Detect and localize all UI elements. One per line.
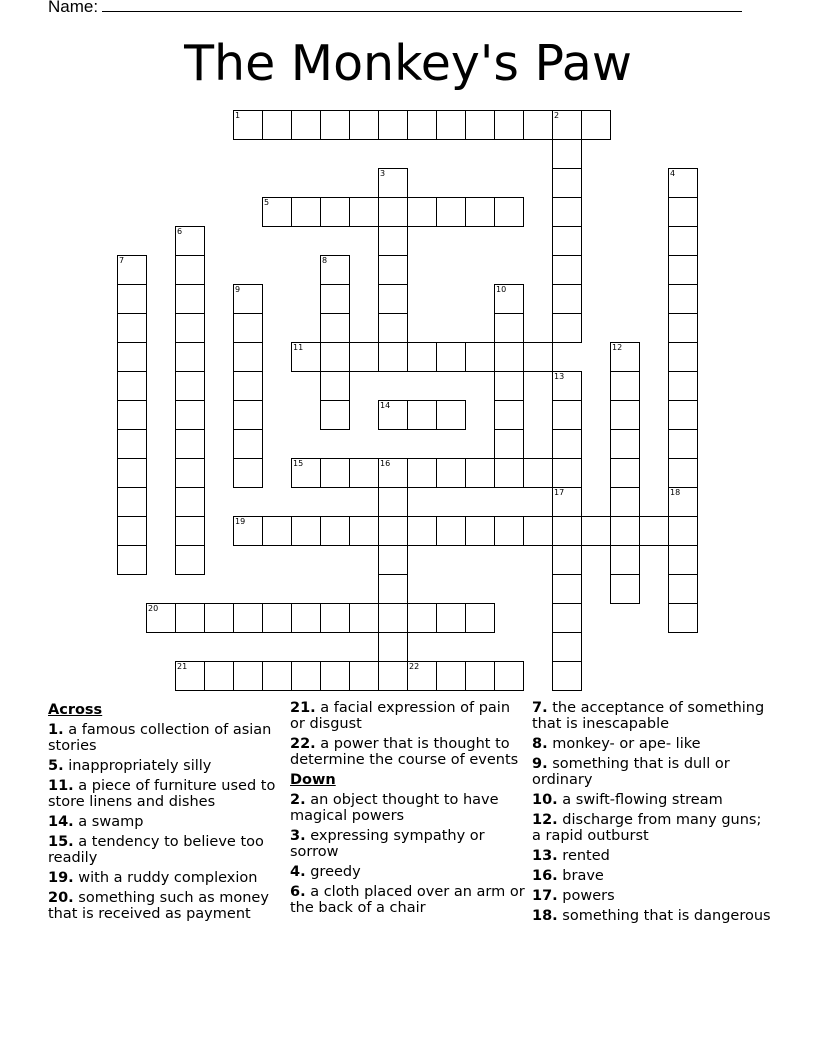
grid-cell[interactable] [436,400,466,430]
clue-text: an object thought to have magical powers [290,792,499,824]
grid-cell[interactable] [552,168,582,198]
grid-cell[interactable] [668,400,698,430]
clue-num: 16. [532,868,558,884]
grid-cell[interactable] [175,226,205,256]
clue-number: 12 [612,343,623,352]
grid-cell[interactable] [552,110,582,140]
clue-num: 15. [48,834,74,850]
grid-cell[interactable] [320,371,350,401]
grid-cell[interactable] [262,197,292,227]
grid-cell[interactable] [175,371,205,401]
grid-cell[interactable] [233,661,263,691]
grid-cell[interactable] [320,458,350,488]
grid-cell[interactable] [407,603,437,633]
grid-cell[interactable] [552,487,582,517]
clue-text: something such as money that is received as payment [48,890,269,922]
grid-cell[interactable] [262,603,292,633]
clue-num: 2. [290,792,306,808]
grid-cell[interactable] [465,661,495,691]
clue-item [48,722,284,754]
clue-num: 12. [532,812,558,828]
grid-cell[interactable] [117,371,147,401]
clue-item [48,758,284,774]
grid-cell[interactable] [436,661,466,691]
clue-item [290,884,526,916]
grid-cell[interactable] [552,313,582,343]
grid-cell[interactable] [552,255,582,285]
clue-number: 10 [496,285,507,294]
grid-cell[interactable] [581,110,611,140]
clue-text: a facial expression of pain or disgust [290,700,511,732]
clue-text: inappropriately silly [63,758,212,774]
grid-cell[interactable] [349,110,379,140]
grid-cell[interactable] [320,603,350,633]
grid-cell[interactable] [349,197,379,227]
clue-number: 3 [380,169,386,178]
grid-cell[interactable] [668,255,698,285]
clue-text: a famous collection of asian stories [48,722,272,754]
clue-text: expressing sympathy or sorrow [290,828,485,860]
clue-item [290,700,526,732]
grid-cell[interactable] [320,255,350,285]
clue-text: powers [557,888,615,904]
grid-cell[interactable] [291,516,321,546]
grid-cell[interactable] [378,400,408,430]
grid-cell[interactable] [175,429,205,459]
clue-column-2 [290,700,526,920]
clue-text: a tendency to believe too readily [48,834,264,866]
grid-cell[interactable] [668,487,698,517]
grid-cell[interactable] [552,139,582,169]
clue-column-1 [48,700,284,926]
grid-cell[interactable] [175,487,205,517]
clue-num: 14. [48,814,74,830]
grid-cell[interactable] [349,516,379,546]
grid-cell[interactable] [291,197,321,227]
clue-item [532,908,772,924]
grid-cell[interactable] [233,284,263,314]
grid-cell[interactable] [668,545,698,575]
grid-cell[interactable] [610,371,640,401]
grid-cell[interactable] [436,516,466,546]
grid-cell[interactable] [291,110,321,140]
grid-cell[interactable] [552,371,582,401]
clue-number: 13 [554,372,565,381]
grid-cell[interactable] [233,603,263,633]
clue-item [290,792,526,824]
grid-cell[interactable] [552,226,582,256]
grid-cell[interactable] [117,545,147,575]
clue-num: 11. [48,778,74,794]
grid-cell[interactable] [175,284,205,314]
clue-number: 6 [177,227,183,236]
grid-cell[interactable] [204,603,234,633]
grid-cell[interactable] [349,342,379,372]
grid-cell[interactable] [407,197,437,227]
grid-cell[interactable] [668,342,698,372]
grid-cell[interactable] [378,168,408,198]
grid-cell[interactable] [175,458,205,488]
clue-text: a piece of furniture used to store linens and dishes [48,778,276,810]
clue-item [290,864,526,880]
clue-num: 9. [532,756,548,772]
grid-cell[interactable] [378,603,408,633]
grid-cell[interactable] [378,574,408,604]
grid-cell[interactable] [233,342,263,372]
grid-cell[interactable] [378,487,408,517]
grid-cell[interactable] [407,661,437,691]
grid-cell[interactable] [117,313,147,343]
grid-cell[interactable] [378,255,408,285]
grid-cell[interactable] [117,516,147,546]
grid-cell[interactable] [436,110,466,140]
grid-cell[interactable] [175,661,205,691]
grid-cell[interactable] [552,574,582,604]
clue-text: a swift-flowing stream [557,792,723,808]
grid-cell[interactable] [465,342,495,372]
clue-number: 1 [235,111,241,120]
clue-num: 4. [290,864,306,880]
grid-cell[interactable] [378,458,408,488]
grid-cell[interactable] [581,516,611,546]
clue-text: brave [557,868,604,884]
across-heading: Across [48,702,103,718]
clue-item [48,870,284,886]
grid-cell[interactable] [378,545,408,575]
grid-cell[interactable] [407,516,437,546]
grid-cell[interactable] [494,371,524,401]
grid-cell[interactable] [494,313,524,343]
clue-num: 7. [532,700,548,716]
grid-cell[interactable] [117,458,147,488]
grid-cell[interactable] [378,632,408,662]
clue-text: with a ruddy complexion [73,870,258,886]
grid-cell[interactable] [204,661,234,691]
grid-cell[interactable] [320,110,350,140]
clue-number: 21 [177,662,188,671]
grid-cell[interactable] [494,284,524,314]
grid-cell[interactable] [378,313,408,343]
grid-cell[interactable] [233,110,263,140]
grid-cell[interactable] [262,110,292,140]
grid-cell[interactable] [465,110,495,140]
grid-cell[interactable] [378,661,408,691]
grid-cell[interactable] [552,632,582,662]
grid-cell[interactable] [552,516,582,546]
grid-cell[interactable] [552,400,582,430]
grid-cell[interactable] [378,197,408,227]
grid-cell[interactable] [668,168,698,198]
grid-cell[interactable] [610,487,640,517]
clue-text: greedy [305,864,361,880]
grid-cell[interactable] [523,110,553,140]
clue-item [532,736,772,752]
grid-cell[interactable] [552,284,582,314]
grid-cell[interactable] [668,603,698,633]
clue-number: 22 [409,662,420,671]
grid-cell[interactable] [610,516,640,546]
clue-number: 11 [293,343,304,352]
grid-cell[interactable] [494,197,524,227]
grid-cell[interactable] [552,603,582,633]
clue-number: 16 [380,459,391,468]
grid-cell[interactable] [320,400,350,430]
clue-number: 19 [235,517,246,526]
clue-item [532,868,772,884]
clue-item [48,834,284,866]
grid-cell[interactable] [291,458,321,488]
clue-num: 8. [532,736,548,752]
clue-num: 20. [48,890,74,906]
clue-number: 7 [119,256,125,265]
clue-number: 18 [670,488,681,497]
grid-cell[interactable] [320,313,350,343]
clue-num: 21. [290,700,316,716]
grid-cell[interactable] [117,284,147,314]
grid-cell[interactable] [233,400,263,430]
grid-cell[interactable] [465,516,495,546]
clue-num: 18. [532,908,558,924]
grid-cell[interactable] [175,313,205,343]
grid-cell[interactable] [320,661,350,691]
grid-cell[interactable] [349,458,379,488]
grid-cell[interactable] [436,458,466,488]
grid-cell[interactable] [320,516,350,546]
grid-cell[interactable] [610,400,640,430]
grid-cell[interactable] [523,516,553,546]
clue-num: 13. [532,848,558,864]
grid-cell[interactable] [349,603,379,633]
grid-cell[interactable] [320,342,350,372]
grid-cell[interactable] [175,603,205,633]
name-label: Name: [48,0,99,16]
grid-cell[interactable] [407,458,437,488]
clue-text: a power that is thought to determine the course of events [290,736,519,768]
down-heading: Down [290,772,336,788]
clue-num: 3. [290,828,306,844]
grid-cell[interactable] [117,255,147,285]
clue-item [290,736,526,768]
grid-cell[interactable] [175,400,205,430]
grid-cell[interactable] [668,284,698,314]
grid-cell[interactable] [494,342,524,372]
grid-cell[interactable] [175,342,205,372]
clue-number: 15 [293,459,304,468]
grid-cell[interactable] [610,429,640,459]
grid-cell[interactable] [407,342,437,372]
clue-number: 14 [380,401,391,410]
clue-number: 4 [670,169,676,178]
grid-cell[interactable] [668,313,698,343]
grid-cell[interactable] [523,458,553,488]
grid-cell[interactable] [117,342,147,372]
clue-item [532,792,772,808]
clue-item [48,814,284,830]
grid-cell[interactable] [494,661,524,691]
grid-cell[interactable] [668,516,698,546]
grid-cell[interactable] [175,545,205,575]
name-field [48,0,742,17]
grid-cell[interactable] [378,110,408,140]
grid-cell[interactable] [291,603,321,633]
grid-cell[interactable] [378,516,408,546]
grid-cell[interactable] [552,661,582,691]
grid-cell[interactable] [407,110,437,140]
clue-text: a swamp [73,814,144,830]
clue-column-3 [532,700,772,928]
grid-cell[interactable] [436,342,466,372]
grid-cell[interactable] [610,545,640,575]
clue-num: 1. [48,722,64,738]
clue-item [532,812,772,844]
grid-cell[interactable] [436,603,466,633]
clue-text: a cloth placed over an arm or the back of a chair [290,884,525,916]
grid-cell[interactable] [668,371,698,401]
clue-num: 6. [290,884,306,900]
grid-cell[interactable] [233,313,263,343]
grid-cell[interactable] [668,226,698,256]
clue-number: 5 [264,198,270,207]
clue-num: 22. [290,736,316,752]
grid-cell[interactable] [233,458,263,488]
grid-cell[interactable] [494,458,524,488]
grid-cell[interactable] [494,110,524,140]
clue-item [532,888,772,904]
grid-cell[interactable] [552,458,582,488]
grid-cell[interactable] [494,400,524,430]
clue-item [290,828,526,860]
grid-cell[interactable] [610,458,640,488]
grid-cell[interactable] [146,603,176,633]
grid-cell[interactable] [378,284,408,314]
grid-cell[interactable] [117,429,147,459]
clue-num: 17. [532,888,558,904]
clue-number: 17 [554,488,565,497]
grid-cell[interactable] [552,429,582,459]
grid-cell[interactable] [465,458,495,488]
grid-cell[interactable] [291,342,321,372]
clue-num: 5. [48,758,64,774]
clue-number: 2 [554,111,560,120]
grid-cell[interactable] [465,603,495,633]
grid-cell[interactable] [175,516,205,546]
grid-cell[interactable] [436,197,466,227]
clue-item [532,848,772,864]
clue-text: monkey- or ape- like [547,736,701,752]
grid-cell[interactable] [494,429,524,459]
clue-text: something that is dangerous [557,908,771,924]
grid-cell[interactable] [262,661,292,691]
grid-cell[interactable] [117,487,147,517]
clue-number: 8 [322,256,328,265]
grid-cell[interactable] [668,574,698,604]
clue-item [48,890,284,922]
clue-item [532,756,772,788]
clue-number: 9 [235,285,241,294]
name-blank-line[interactable] [102,0,742,12]
grid-cell[interactable] [378,226,408,256]
clue-text: something that is dull or ordinary [532,756,730,788]
grid-cell[interactable] [668,429,698,459]
grid-cell[interactable] [610,342,640,372]
page-title: The Monkey's Paw [184,35,632,92]
grid-cell[interactable] [320,197,350,227]
grid-cell[interactable] [610,574,640,604]
clue-text: the acceptance of something that is inescapable [532,700,765,732]
grid-cell[interactable] [465,197,495,227]
clue-item [48,778,284,810]
grid-cell[interactable] [407,400,437,430]
grid-cell[interactable] [552,545,582,575]
grid-cell[interactable] [552,197,582,227]
grid-cell[interactable] [117,400,147,430]
clue-text: rented [557,848,610,864]
grid-cell[interactable] [233,371,263,401]
grid-cell[interactable] [668,197,698,227]
grid-cell[interactable] [320,284,350,314]
clue-num: 10. [532,792,558,808]
grid-cell[interactable] [523,342,553,372]
clue-item [532,700,772,732]
grid-cell[interactable] [262,516,292,546]
clue-num: 19. [48,870,74,886]
grid-cell[interactable] [349,661,379,691]
grid-cell[interactable] [639,516,669,546]
grid-cell[interactable] [233,516,263,546]
grid-cell[interactable] [494,516,524,546]
grid-cell[interactable] [233,429,263,459]
grid-cell[interactable] [378,342,408,372]
grid-cell[interactable] [175,255,205,285]
grid-cell[interactable] [668,458,698,488]
clue-number: 20 [148,604,159,613]
clue-text: discharge from many guns; a rapid outburst [532,812,762,844]
grid-cell[interactable] [291,661,321,691]
